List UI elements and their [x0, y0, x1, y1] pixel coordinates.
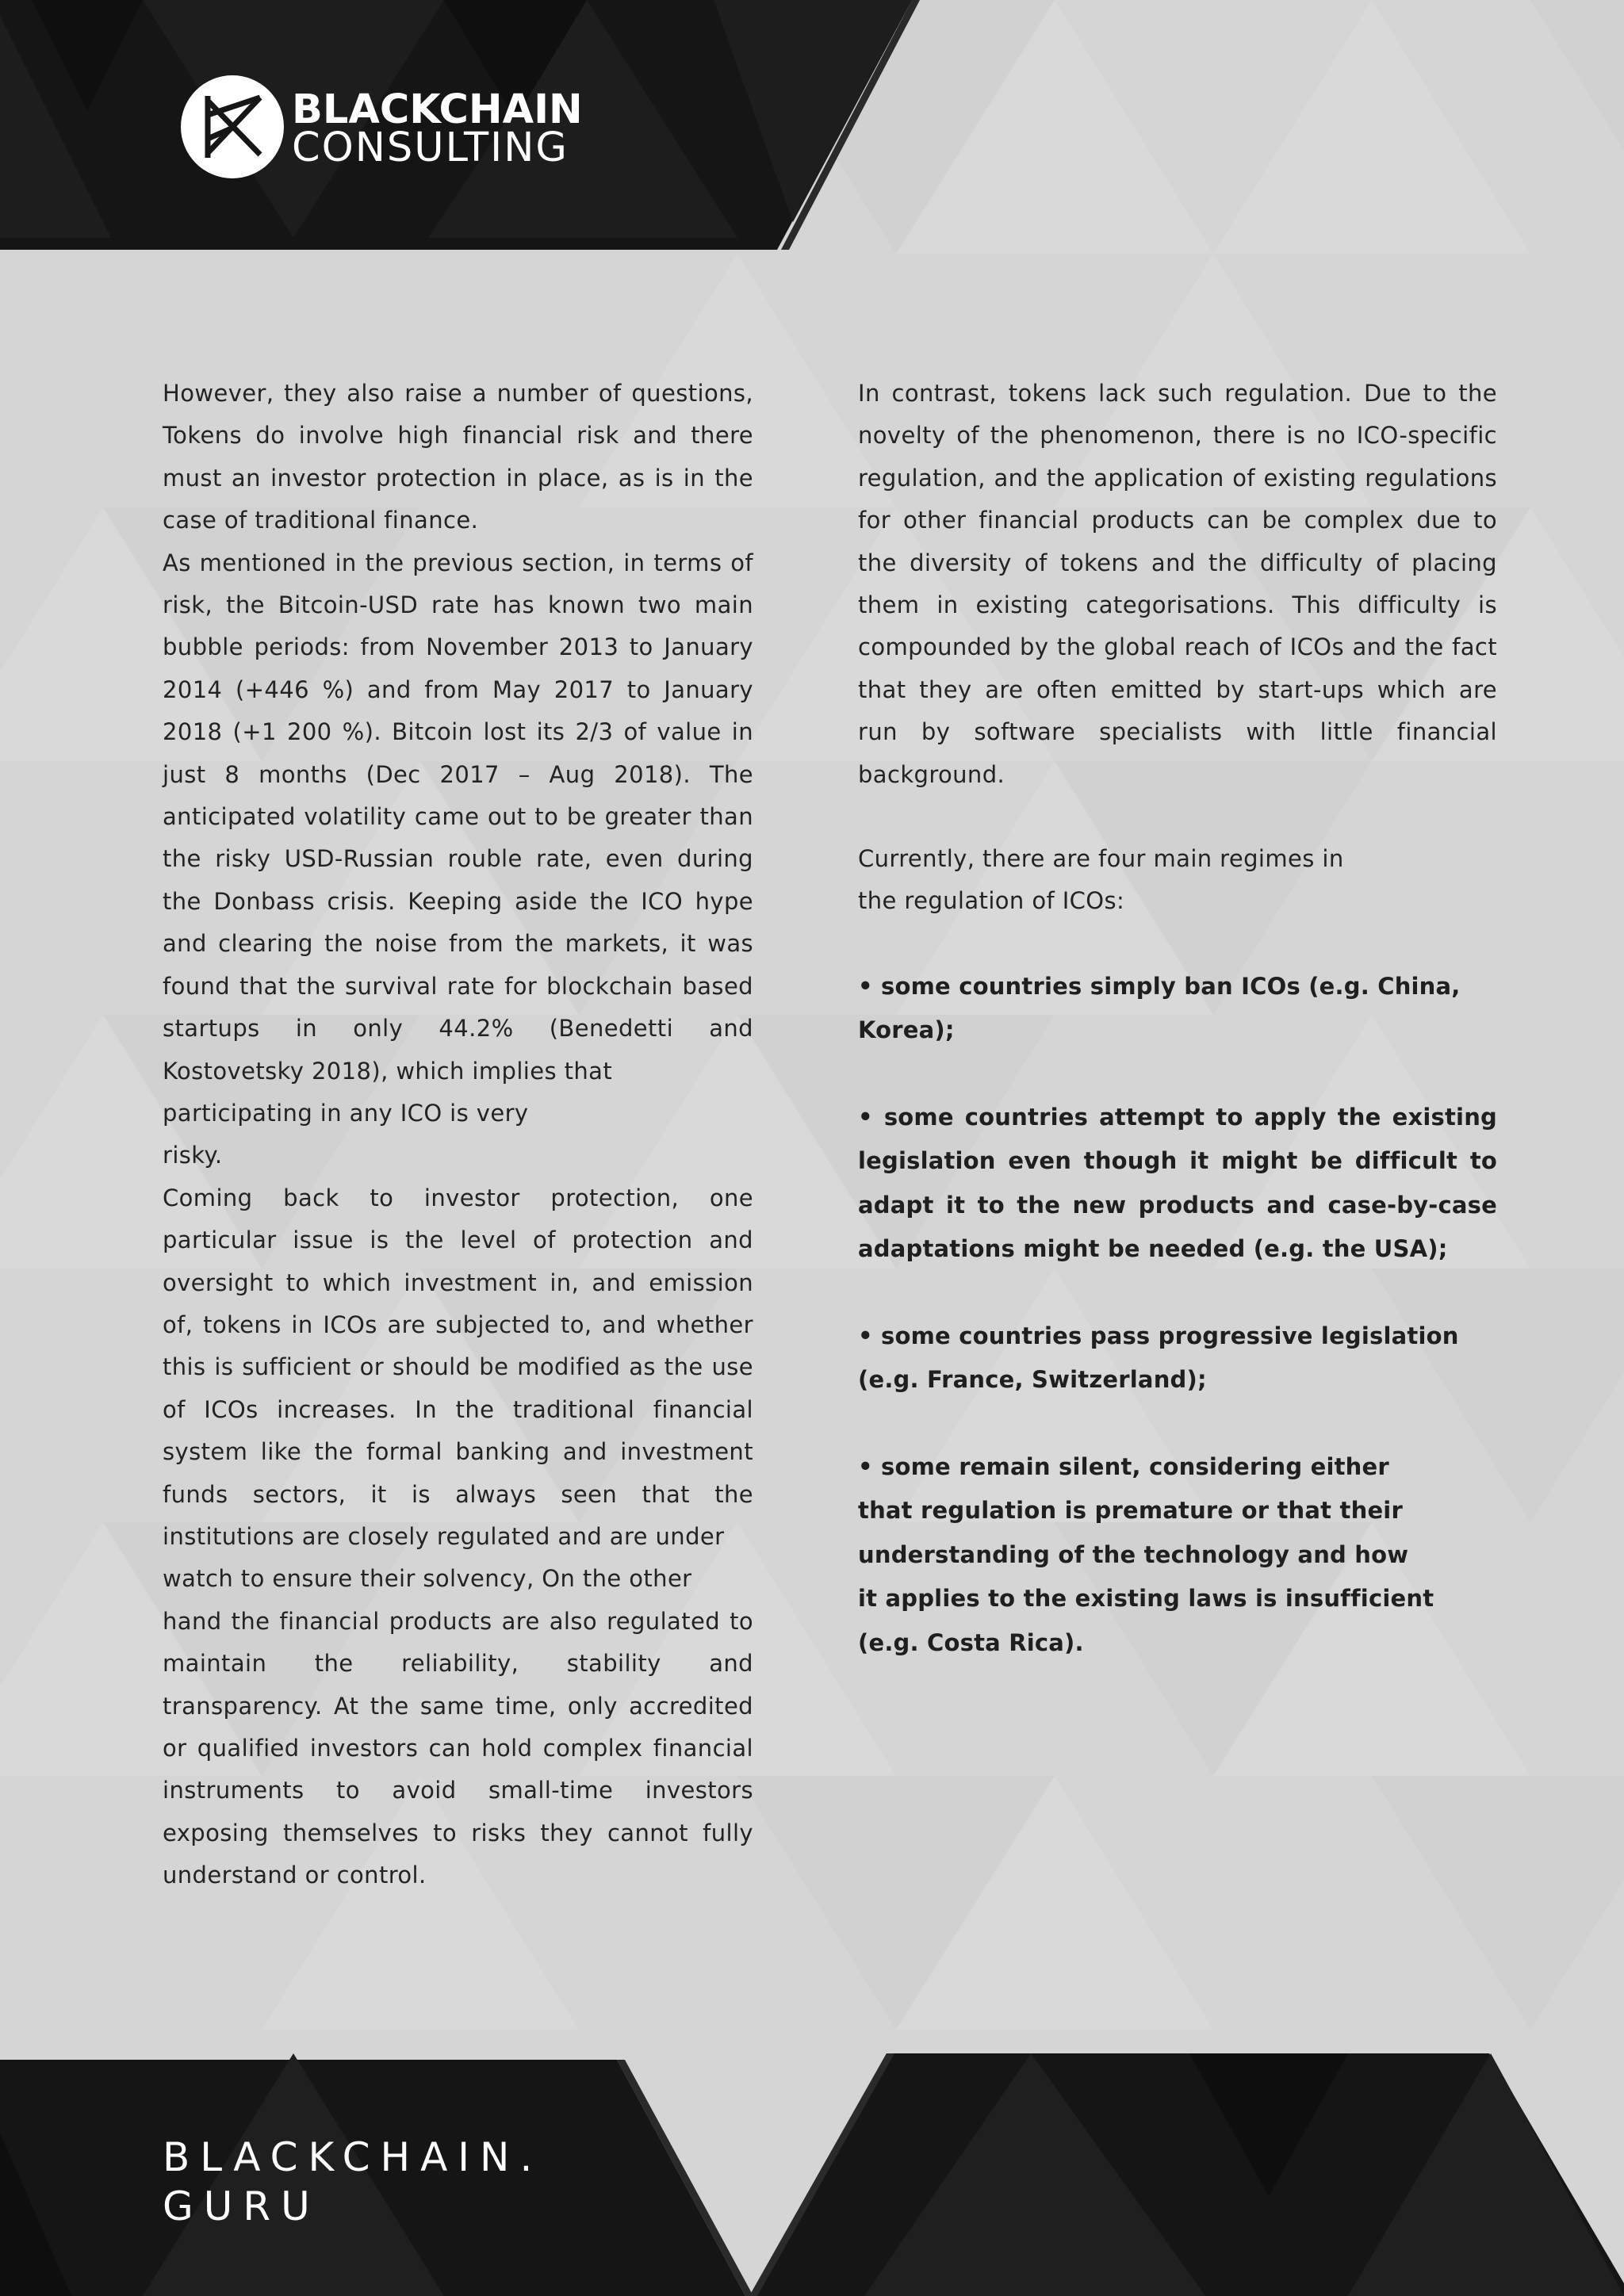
bullet-silent-line2: that regulation is premature or that their — [858, 1497, 1403, 1525]
bullet-silent-line4: it applies to the existing laws is insufficient — [858, 1585, 1434, 1613]
stylized-k-monogram-icon — [181, 75, 284, 178]
paragraph-bitcoin-volatility-line: participating in any ICO is very — [163, 1099, 529, 1127]
list-item — [858, 1096, 1497, 1272]
bullet-existing-legislation: • some countries attempt to apply the existing legislation even though it might be difficult to adapt it to the new products and case-by-case adaptations might be needed (e.g. the USA); — [858, 1103, 1497, 1263]
paragraph-regimes-intro-line2: the regulation of ICOs: — [858, 887, 1125, 915]
paragraph-bitcoin-volatility-end: risky. — [163, 1142, 223, 1169]
paragraph-bitcoin-volatility: As mentioned in the previous section, in terms of risk, the Bitcoin-USD rate has known two main bubble periods: from November 2013 to January 2014 (+446 %) and from May 2017 to January 2018 (+1 200 %). Bitcoin lost its 2/3 of value in just 8 months (Dec 2017 – Aug 2018). The anticipated volatility came out to be greater than the risky USD-Russian rouble rate, even during the Donbass crisis. Keeping aside the ICO hype and clearing the noise from the markets, it was found that the survival rate for blockchain based startups in only 44.2% (Benedetti and Kostovetsky 2018), which implies that — [163, 549, 753, 1085]
footer-brand-url[interactable] — [163, 2133, 542, 2231]
footer-brand-line1: BLACKCHAIN. — [163, 2134, 543, 2180]
paragraph-investor-protection-cont: hand the financial products are also regulated to maintain the reliability, stability and transparency. At the same time, only accredited or qualified investors can hold complex financial instruments to avoid small-time investors exposing themselves to risks they cannot fully understand or control. — [163, 1607, 753, 1889]
paragraph-regimes-intro-line1: Currently, there are four main regimes in — [858, 845, 1344, 873]
list-item — [858, 1445, 1497, 1666]
bullet-silent-line3: understanding of the technology and how — [858, 1540, 1409, 1568]
paragraph-investor-protection-line: watch to ensure their solvency, On the other — [163, 1565, 692, 1593]
bullet-progressive-line1: • some countries pass progressive legislation — [858, 1322, 1459, 1349]
brand-logo[interactable] — [181, 75, 625, 182]
logo-wordmark-bottom: CONSULTING — [292, 124, 569, 171]
list-item — [858, 1314, 1497, 1402]
bullet-silent-line1: • some remain silent, considering either — [858, 1452, 1389, 1480]
paragraph-questions: However, they also raise a number of questions, Tokens do involve high financial risk and there must an investor protection in place, as is in the case of traditional finance. — [163, 380, 753, 534]
logo-wordmark-top: BLACKCHAIN — [292, 86, 583, 133]
list-item — [858, 965, 1497, 1053]
right-text-column — [858, 373, 1497, 1665]
bullet-ban-line1: • some countries simply ban ICOs (e.g. China, — [858, 972, 1461, 1000]
paragraph-token-regulation: In contrast, tokens lack such regulation. Due to the novelty of the phenomenon, there is no ICO-specific regulation, and the application of existing regulations for other financial products can be complex due to the diversity of tokens and the difficulty of placing them in existing categorisations. This difficulty is compounded by the global reach of ICOs and the fact that they are often emitted by start-ups which are run by software specialists with little financial background. — [858, 380, 1497, 788]
bullet-progressive-line2: (e.g. France, Switzerland); — [858, 1366, 1207, 1394]
footer-brand-line2: GURU — [163, 2183, 320, 2229]
paragraph-investor-protection: Coming back to investor protection, one particular issue is the level of protection and oversight to which investment in, and emission of, tokens in ICOs are subjected to, and whether this is sufficient or should be modified as the use of ICOs increases. In the traditional financial system like the formal banking and investment funds sectors, it is always seen that the institutions are closely regulated and are under — [163, 1184, 753, 1550]
left-text-column — [163, 373, 753, 1897]
regimes-bullet-list — [858, 965, 1497, 1666]
bullet-ban-line2: Korea); — [858, 1016, 955, 1044]
bullet-silent-line5: (e.g. Costa Rica). — [858, 1628, 1084, 1656]
